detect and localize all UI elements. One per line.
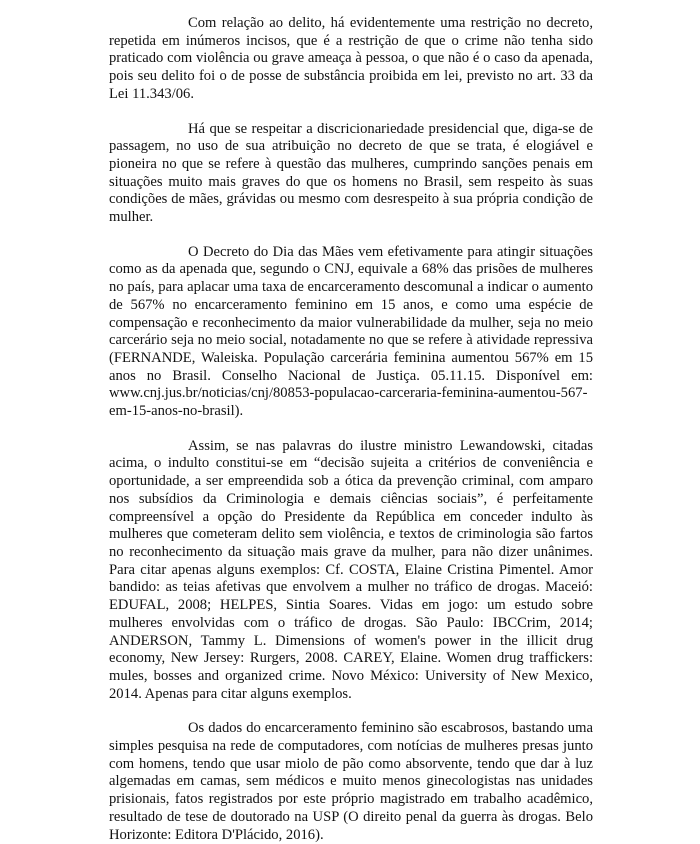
paragraph-presidential-discretion: Há que se respeitar a discricionariedade presidencial que, diga-se de passagem, no uso de sua atribuição no decreto de que se trata, é elogiável e pioneira no que se refere à questão das mulheres, cumprindo sanções penais em situações muito mais graves do que os homens no Brasil, sem respeito às suas condições de mães, grávidas ou mesmo com desrespeito à sua própria condição de mulher. [109,120,593,226]
paragraph-text-after-quote: , é perfeitamente compreensível a opção do Presidente da República em conceder indulto às mulheres que cometeram delito sem violência, e textos de criminologia são fartos no reconhecimento da situação mais grave da mulher, para não dizer unânimes. Para citar apenas alguns exemplos: Cf. COSTA, Elaine Cristina Pimentel. Amor bandido: as teias afetivas que envolvem a mulher no tráfico de drogas. Maceió: EDUFAL, 2008; HELPES, Sintia Soares. Vidas em jogo: um estudo sobre mulheres envolvidas com o tráfico de drogas. São Paulo: IBCCrim, 2014; ANDERSON, Tammy L. Dimensions of women's power in the illicit drug economy, New Jersey: Rurgers, 2008. CAREY, Elaine. Women drug traffickers: mules, bosses and organized crime. Novo México: University of New Mexico, 2014. Apenas para citar alguns exemplos. [109,490,594,702]
paragraph-lewandowski-citation [109,438,593,704]
paragraph-mothers-day-decree: O Decreto do Dia das Mães vem efetivamente para atingir situações como as da apenada que, segundo o CNJ, equivale a 68% das prisões de mulheres no país, para aplacar uma taxa de encarceramento descomunal a indicar o aumento de 567% no encarceramento feminino em 15 anos, e como uma espécie de compensação e reconhecimento da maior vulnerabilidade da mulher, seja no meio carcerário seja no meio social, notadamente no que se refere à atividade repressiva (FERNANDE, Waleiska. População carcerária feminina aumentou 567% em 15 anos no Brasil. Conselho Nacional de Justiça. 05.11.15. Disponível em: www.cnj.jus.br/noticias/cnj/80853-populacao-carceraria-feminina-aumentou-567-em-15-anos-no-brasil). [109,243,593,420]
lewandowski-quote: “decisão sujeita a critérios de conveniência e oportunidade, a ser empreendida sob a ótica da prevenção criminal, com amparo nos subsídios da Criminologia e demais ciências sociais” [109,455,593,507]
paragraph-female-incarceration-data: Os dados do encarceramento feminino são escabrosos, bastando uma simples pesquisa na rede de computadores, com notícias de mulheres presas junto com homens, tendo que usar miolo de pão como absorvente, tendo que dar à luz algemadas em camas, sem médicos e muito menos ginecologistas nas unidades prisionais, fatos registrados por este próprio magistrado em trabalho acadêmico, resultado de tese de doutorado na USP (O direito penal da guerra às drogas. Belo Horizonte: Editora D'Plácido, 2016). [109,720,593,843]
paragraph-text-before-quote: Assim, se nas palavras do ilustre ministro Lewandowski, citadas acima, o indulto constitui-se em [109,437,593,472]
document-body [109,15,593,844]
paragraph-crime-restriction: Com relação ao delito, há evidentemente uma restrição no decreto, repetida em inúmeros incisos, que é a restrição de que o crime não tenha sido praticado com violência ou grave ameaça à pessoa, o que não é o caso da apenada, pois seu delito foi o de posse de substância proibida em lei, previsto no art. 33 da Lei 11.343/06. [109,15,593,102]
